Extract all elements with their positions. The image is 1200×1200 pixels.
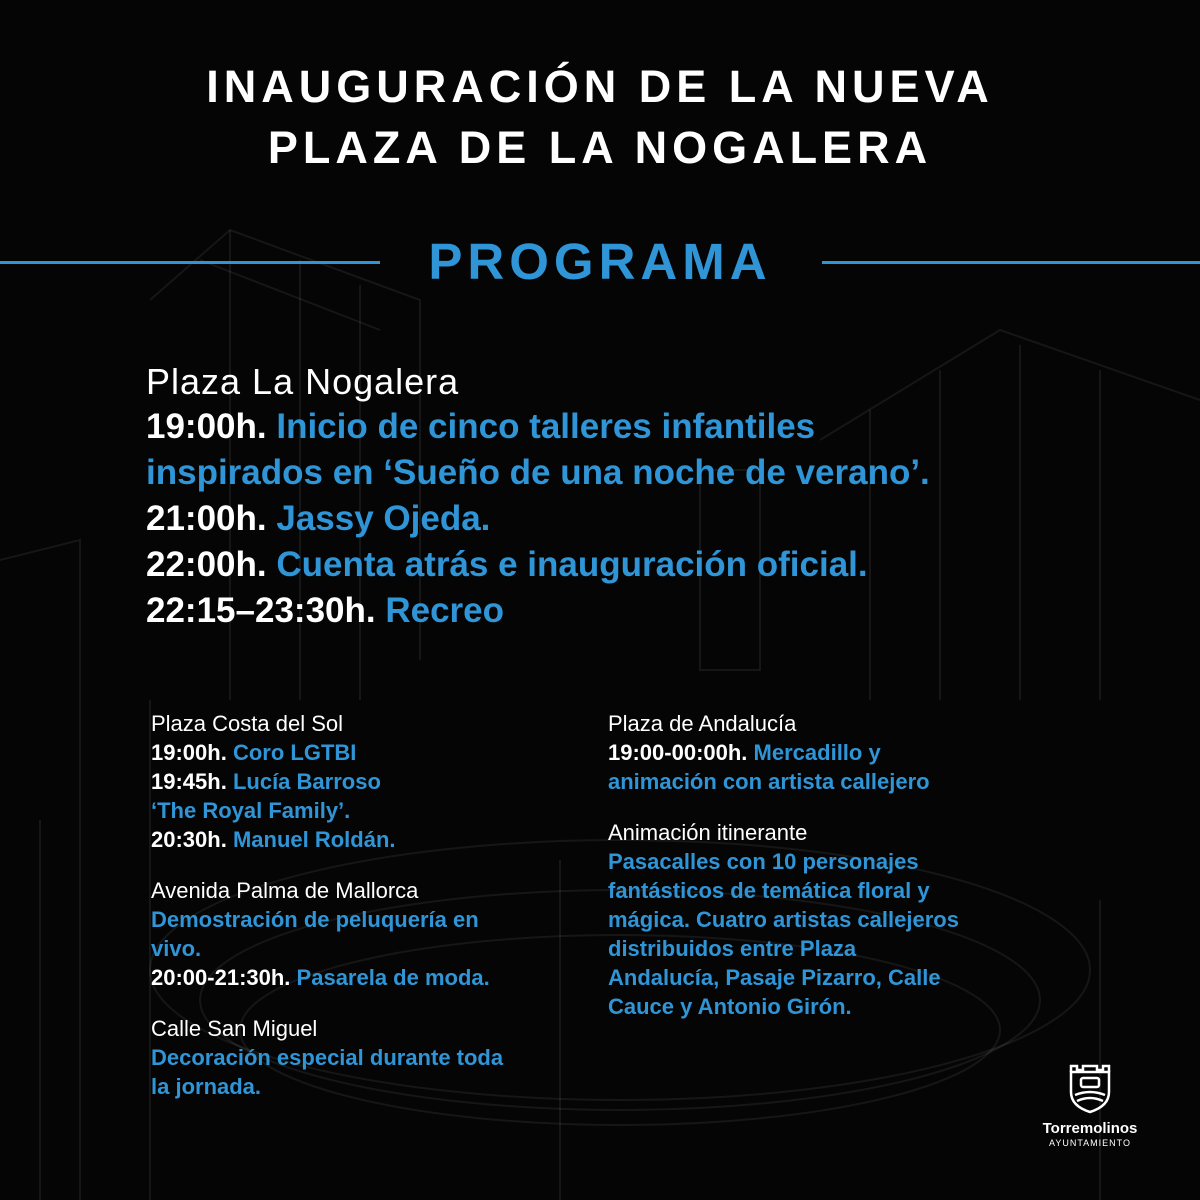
- main-location: Plaza La Nogalera: [146, 361, 460, 402]
- schedule-description: inspirados en ‘Sueño de una noche de verano’.: [146, 453, 930, 492]
- schedule-line: [151, 1043, 591, 1072]
- schedule-line: [151, 905, 591, 934]
- schedule-description: fantásticos de temática floral y: [608, 878, 930, 903]
- schedule-description: Demostración de peluquería en: [151, 907, 479, 932]
- schedule-description: animación con artista callejero: [608, 769, 930, 794]
- schedule-time: 19:45h.: [151, 769, 227, 794]
- schedule-description: distribuidos entre Plaza: [608, 936, 857, 961]
- title-line-1: INAUGURACIÓN DE LA NUEVA: [206, 61, 994, 112]
- schedule-line: [608, 738, 1048, 767]
- schedule-line: [608, 934, 1048, 963]
- schedule-description: Inicio de cinco talleres infantiles: [276, 407, 816, 446]
- schedule-line: [146, 588, 1166, 634]
- section-calle-san-miguel: [151, 1014, 591, 1101]
- schedule-description: mágica. Cuatro artistas callejeros: [608, 907, 959, 932]
- section-location: Plaza Costa del Sol: [151, 711, 343, 736]
- schedule-description: Pasacalles con 10 personajes: [608, 849, 919, 874]
- schedule-time: 19:00-00:00h.: [608, 740, 748, 765]
- schedule-description: vivo.: [151, 936, 202, 961]
- schedule-time: 20:30h.: [151, 827, 227, 852]
- schedule-line: [608, 992, 1048, 1021]
- section-animacion-itinerante: [608, 818, 1048, 1021]
- schedule-time: 21:00h.: [146, 499, 267, 538]
- schedule-description: Recreo: [385, 591, 505, 630]
- section-plaza-costa-del-sol: [151, 709, 591, 854]
- left-column: [151, 709, 591, 1123]
- schedule-description: Mercadillo y: [753, 740, 881, 765]
- schedule-line: [151, 796, 591, 825]
- logo-subtitle: AYUNTAMIENTO: [1048, 1138, 1131, 1148]
- schedule-description: Lucía Barroso: [232, 769, 381, 794]
- schedule-description: Decoración especial durante toda: [151, 1045, 504, 1070]
- schedule-description: Andalucía, Pasaje Pizarro, Calle: [608, 965, 941, 990]
- logo-name: Torremolinos: [1042, 1120, 1138, 1137]
- schedule-line: [151, 767, 591, 796]
- torremolinos-crest-icon: [1067, 1062, 1113, 1114]
- schedule-line: [608, 767, 1048, 796]
- schedule-time: 19:00h.: [151, 740, 227, 765]
- schedule-line: [146, 404, 1166, 450]
- schedule-description: Pasarela de moda.: [296, 965, 490, 990]
- schedule-line: [151, 1072, 591, 1101]
- page-title: [0, 56, 1200, 178]
- schedule-description: Manuel Roldán.: [232, 827, 396, 852]
- schedule-line: [151, 825, 591, 854]
- schedule-description: ‘The Royal Family’.: [151, 798, 351, 823]
- schedule-description: Coro LGTBI: [232, 740, 357, 765]
- right-column: [608, 709, 1048, 1043]
- schedule-time: 19:00h.: [146, 407, 267, 446]
- main-program-section: [146, 360, 1166, 634]
- schedule-line: [146, 450, 1166, 496]
- schedule-line: [151, 963, 591, 992]
- torremolinos-logo: [1030, 1062, 1150, 1149]
- schedule-line: [608, 905, 1048, 934]
- title-line-2: PLAZA DE LA NOGALERA: [267, 122, 933, 173]
- schedule-description: la jornada.: [151, 1074, 262, 1099]
- schedule-time: 20:00-21:30h.: [151, 965, 291, 990]
- section-location: Plaza de Andalucía: [608, 711, 797, 736]
- programa-heading: PROGRAMA: [428, 233, 772, 290]
- schedule-line: [151, 934, 591, 963]
- schedule-line: [151, 738, 591, 767]
- schedule-time: 22:00h.: [146, 545, 267, 584]
- section-location: Calle San Miguel: [151, 1016, 318, 1041]
- schedule-description: Jassy Ojeda.: [276, 499, 491, 538]
- schedule-line: [608, 963, 1048, 992]
- section-location: Avenida Palma de Mallorca: [151, 878, 419, 903]
- section-avenida-palma-de-mallorca: [151, 876, 591, 992]
- schedule-line: [608, 876, 1048, 905]
- schedule-line: [608, 847, 1048, 876]
- schedule-description: Cuenta atrás e inauguración oficial.: [276, 545, 868, 584]
- schedule-line: [146, 542, 1166, 588]
- section-location: Animación itinerante: [608, 820, 808, 845]
- schedule-time: 22:15–23:30h.: [146, 591, 376, 630]
- schedule-line: [146, 496, 1166, 542]
- schedule-description: Cauce y Antonio Girón.: [608, 994, 852, 1019]
- section-plaza-de-andalucia: [608, 709, 1048, 796]
